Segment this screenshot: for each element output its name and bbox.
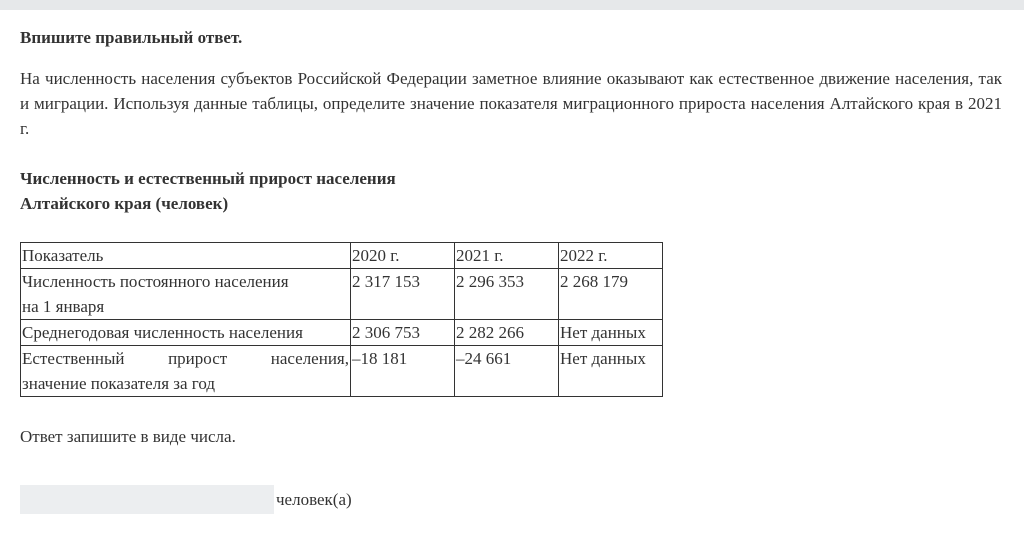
header-2020: 2020 г. [351, 243, 455, 269]
table-title-line1: Численность и естественный прирост населения [20, 169, 396, 188]
header-2021: 2021 г. [455, 243, 559, 269]
answer-hint: Ответ запишите в виде числа. [20, 427, 236, 446]
instruction-text: Впишите правильный ответ. [20, 28, 243, 47]
table-title [20, 166, 1002, 216]
question-text: На численность населения субъектов Российской Федерации заметное влияние оказывают как естественное движение населения, так и миграции. Используя данные таблицы, определите значение показателя миграционного прироста населения Алтайского края в 2021 г. [20, 69, 1002, 138]
row-label-line: Естественный прирост населения, [22, 349, 349, 368]
row-label-average-population [21, 320, 351, 346]
data-table [20, 242, 663, 397]
answer-row [20, 485, 1002, 514]
answer-input[interactable] [20, 485, 274, 514]
cell-value: Нет данных [559, 346, 663, 397]
row-label-line: значение показателя за год [22, 374, 215, 393]
cell-value: 2 268 179 [559, 269, 663, 320]
cell-value: –18 181 [351, 346, 455, 397]
table-header-row [21, 243, 663, 269]
row-label-line: на 1 января [22, 297, 105, 316]
table-row [21, 269, 663, 320]
task-content [20, 26, 1002, 514]
top-bar [0, 0, 1024, 10]
cell-value: 2 317 153 [351, 269, 455, 320]
cell-value: 2 306 753 [351, 320, 455, 346]
row-label-permanent-population [21, 269, 351, 320]
answer-unit: человек(а) [276, 490, 352, 509]
table-row [21, 346, 663, 397]
table-row [21, 320, 663, 346]
header-2022: 2022 г. [559, 243, 663, 269]
cell-value: 2 282 266 [455, 320, 559, 346]
table-title-line2: Алтайского края (человек) [20, 194, 229, 213]
row-label-natural-increase [21, 346, 351, 397]
row-label-line: Численность постоянного населения [22, 272, 289, 291]
cell-value: –24 661 [455, 346, 559, 397]
cell-value: 2 296 353 [455, 269, 559, 320]
cell-value: Нет данных [559, 320, 663, 346]
row-label-line: Среднегодовая численность населения [22, 323, 303, 342]
header-indicator: Показатель [21, 243, 351, 269]
